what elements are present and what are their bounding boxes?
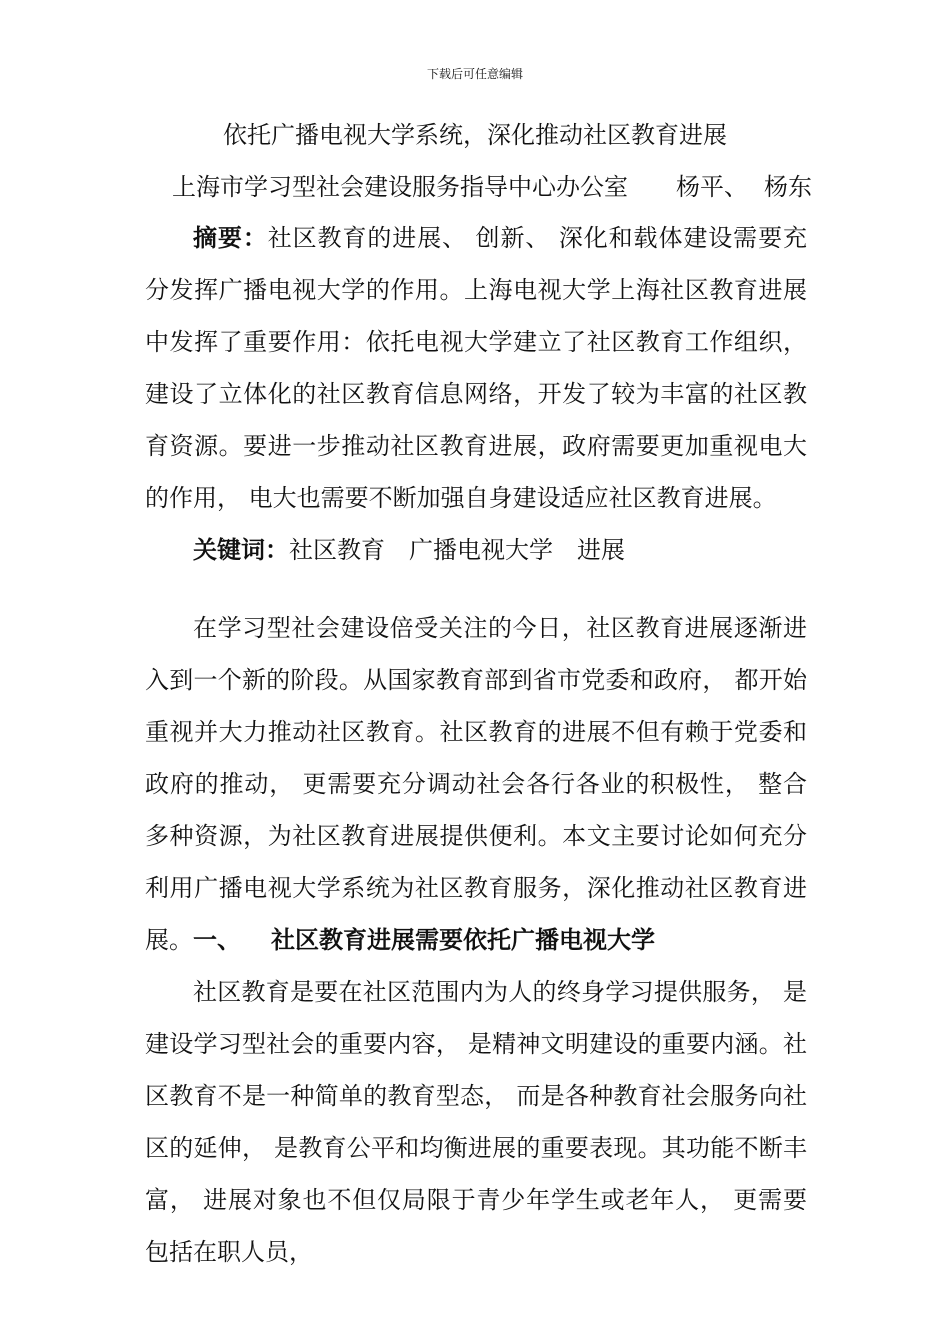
section-number: 一、 bbox=[193, 925, 241, 954]
author-line bbox=[172, 170, 812, 204]
intro-paragraph: 在学习型社会建设倍受关注的今日，社区教育进展逐渐进入到一个新的阶段。从国家教育部到省市党委和政府， 都开始重视并大力推动社区教育。社区教育的进展不但有赖于党委和政府的推动， 更需要充分调动社会各行各业的积极性， 整合多种资源，为社区教育进展提供便利。本文主要讨论如何充分利用广播电视大学系统为社区教育服务，深化推动社区教育进展。 bbox=[145, 614, 807, 954]
abstract-paragraph bbox=[145, 212, 807, 524]
author-name-1: 杨平、 bbox=[676, 173, 748, 201]
keyword-item: 社区教育 bbox=[289, 536, 385, 564]
section-paragraph: 社区教育是要在社区范围内为人的终身学习提供服务， 是建设学习型社会的重要内容， 是精神文明建设的重要内涵。社区教育不是一种简单的教育型态， 而是各种教育社会服务向社区的延伸， 是教育公平和均衡进展的重要表现。其功能不断丰富， 进展对象也不但仅局限于青少年学生或老年人， 更需要包括在职人员， bbox=[145, 978, 807, 1266]
affiliation: 上海市学习型社会建设服务指导中心办公室 bbox=[172, 173, 628, 201]
abstract-text: 社区教育的进展、 创新、 深化和载体建设需要充分发挥广播电视大学的作用。上海电视大学上海社区教育进展中发挥了重要作用：依托电视大学建立了社区教育工作组织， 建设了立体化的社区教育信息网络，开发了较为丰富的社区教育资源。要进一步推动社区教育进展，政府需要更加重视电大的作用， 电大也需要不断加强自身建设适应社区教育进展。 bbox=[145, 224, 807, 512]
abstract-label: 摘要： bbox=[193, 223, 268, 252]
section-title: 社区教育进展需要依托广播电视大学 bbox=[271, 925, 655, 954]
author-name-2: 杨东 bbox=[764, 173, 812, 201]
section-heading bbox=[145, 914, 807, 966]
keywords-label: 关键词： bbox=[193, 535, 289, 564]
keyword-item: 广播电视大学 bbox=[409, 536, 553, 564]
document-title: 依托广播电视大学系统，深化推动社区教育进展 bbox=[223, 121, 727, 149]
page-header-note: 下载后可任意编辑 bbox=[426, 67, 523, 81]
keywords-line bbox=[145, 524, 807, 576]
keyword-item: 进展 bbox=[577, 536, 625, 564]
